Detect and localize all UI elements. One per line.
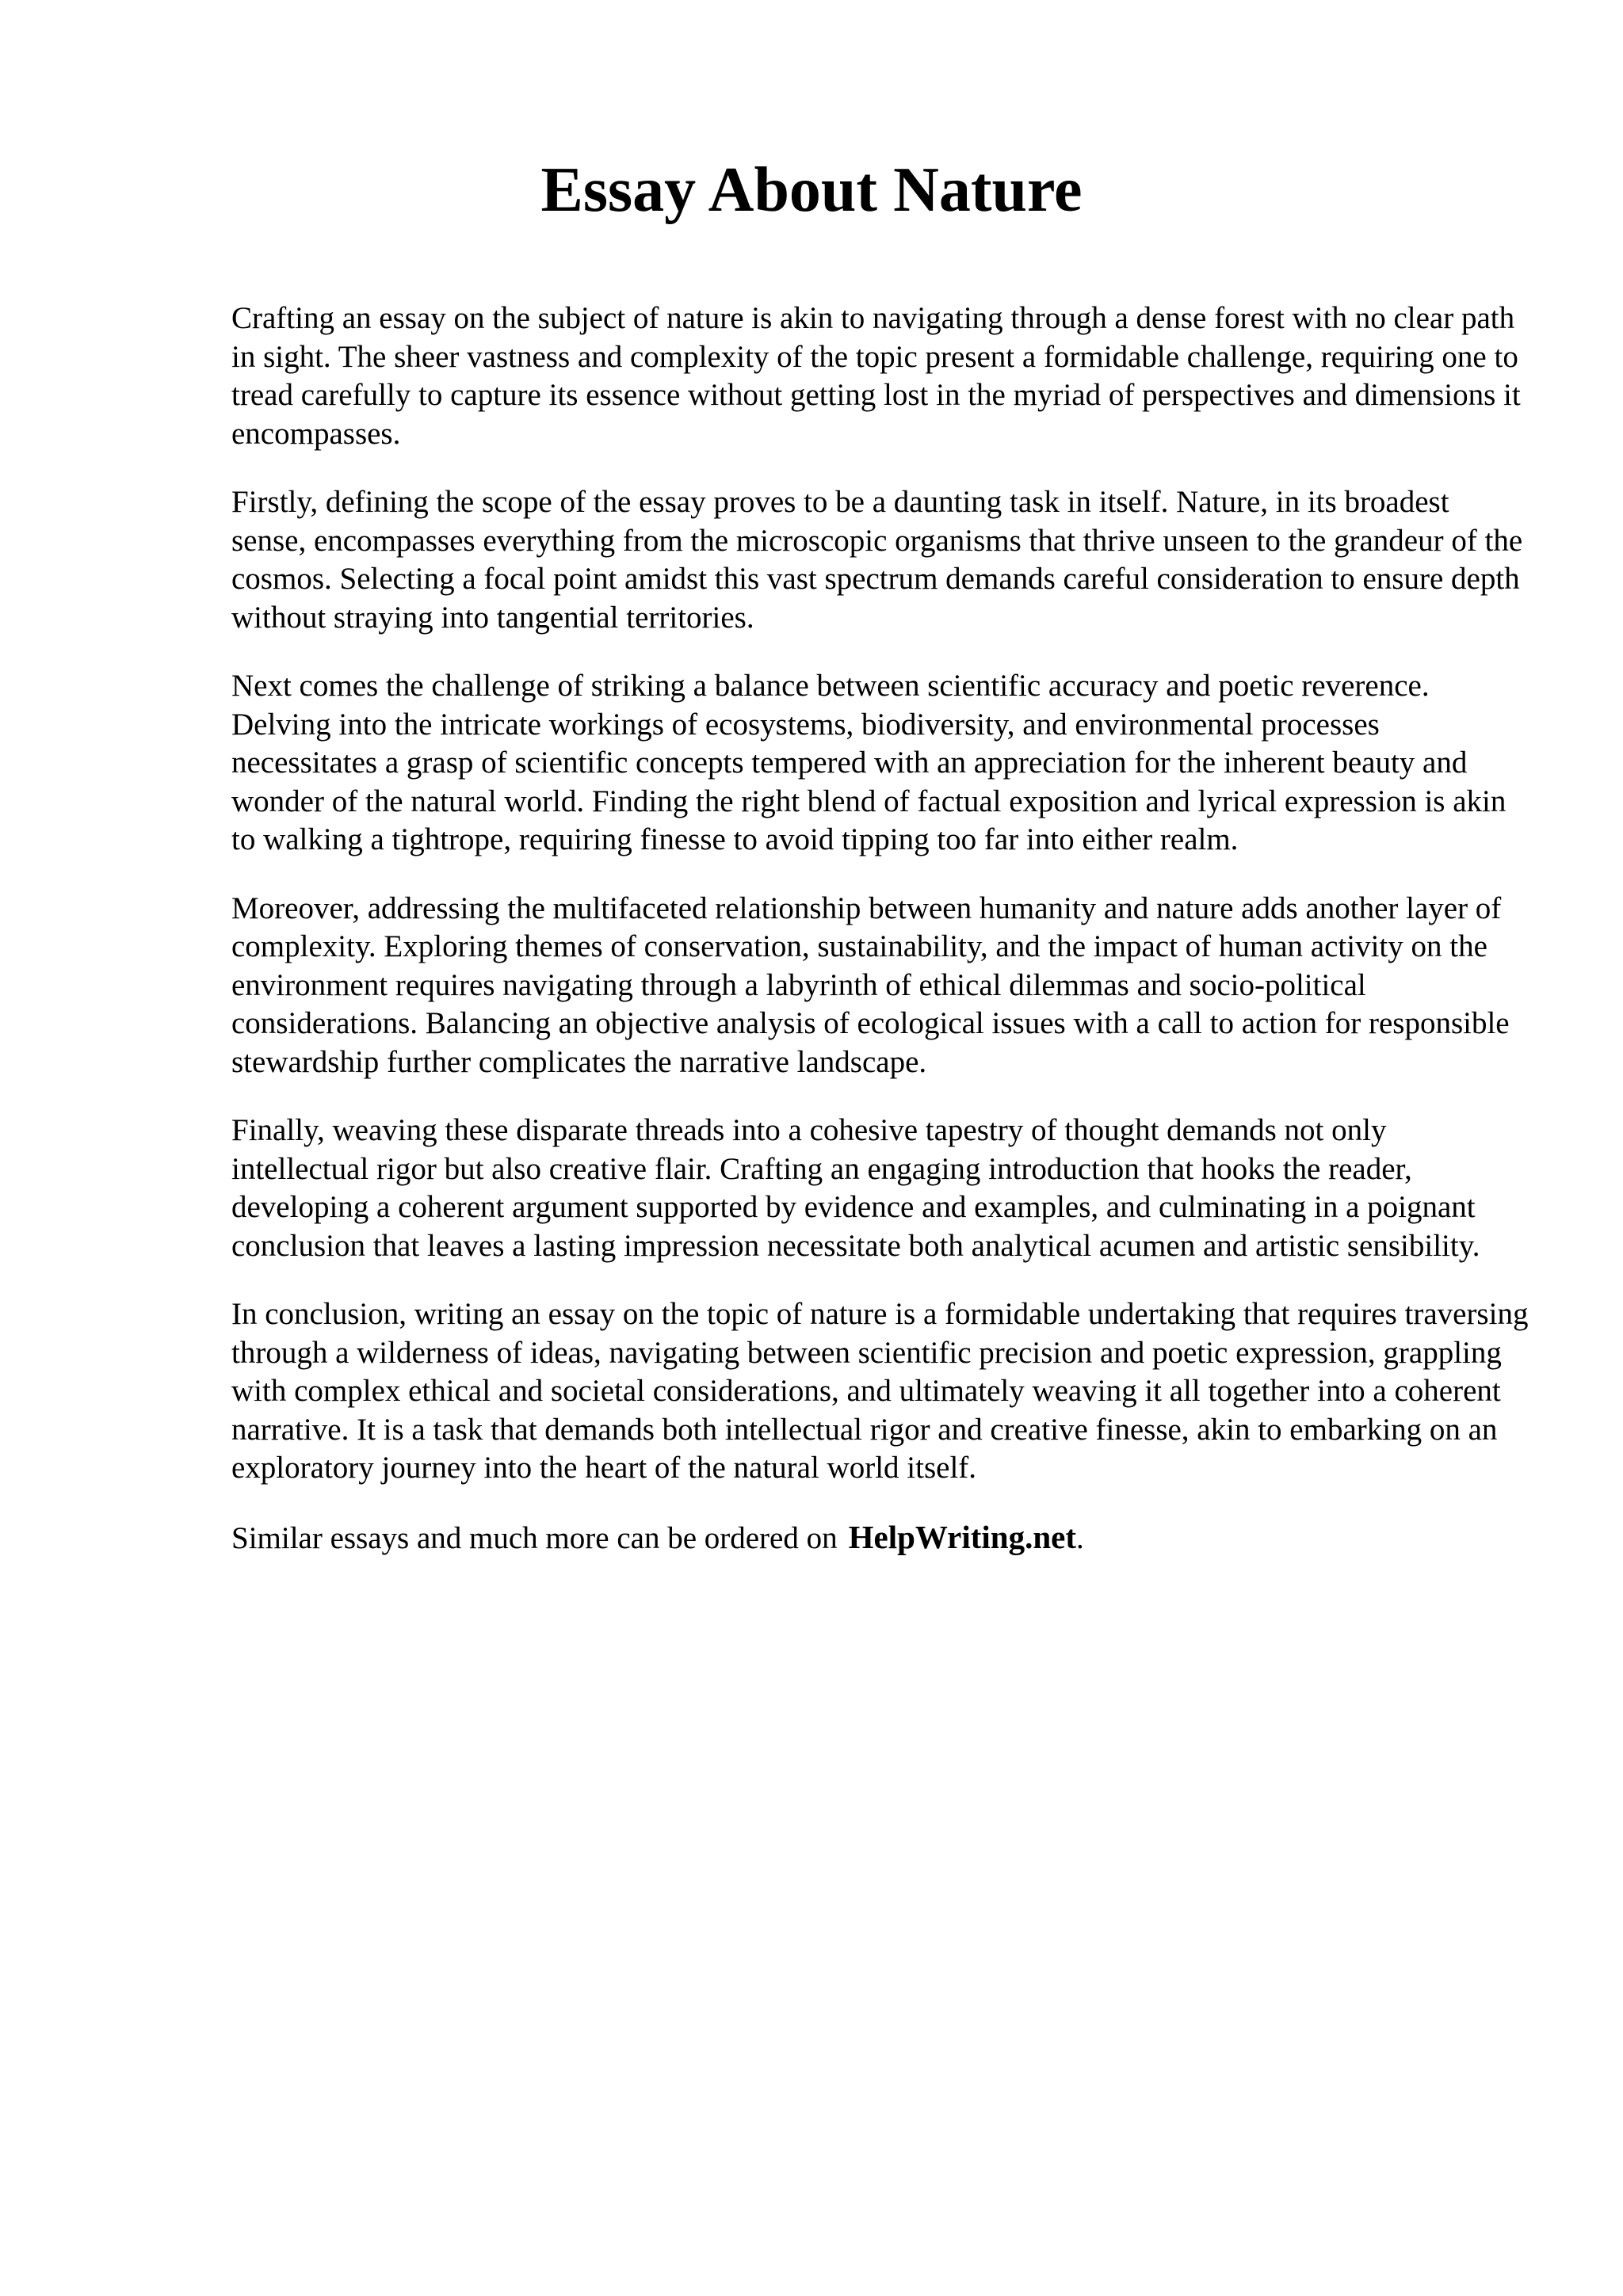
paragraph-1: Crafting an essay on the subject of nature is akin to navigating through a dense forest with no clear path in sight. The sheer vastness and complexity of the topic present a formidable challenge, requiring one to tread carefully to capture its essence without getting lost in the myriad of perspectives and dimensions it encompasses. [231, 301, 1521, 451]
helpwriting-link[interactable]: HelpWriting.net [848, 1518, 1076, 1555]
essay-body [231, 299, 1531, 1558]
paragraph-3: Next comes the challenge of striking a balance between scientific accuracy and poetic reverence. Delving into the intricate workings of ecosystems, biodiversity, and environmental processes necessitates a grasp of scientific concepts tempered with an appreciation for the inherent beauty and wonder of the natural world. Finding the right blend of factual exposition and lyrical expression is akin to walking a tightrope, requiring finesse to avoid tipping too far into either realm. [231, 669, 1507, 856]
footer-text: Similar essays and much more can be ordered on [231, 1520, 838, 1555]
paragraph-6: In conclusion, writing an essay on the topic of nature is a formidable undertaking that requires traversing through a wilderness of ideas, navigating between scientific precision and poetic expression, grappling with complex ethical and societal considerations, and ultimately weaving it all together into a coherent narrative. It is a task that demands both intellectual rigor and creative finesse, akin to embarking on an exploratory journey into the heart of the natural world itself. [231, 1297, 1529, 1485]
paragraph-2: Firstly, defining the scope of the essay proves to be a daunting task in itself. Nature, in its broadest sense, encompasses everything from the microscopic organisms that thrive unseen to the grandeur of the cosmos. Selecting a focal point amidst this vast spectrum demands careful consideration to ensure depth without straying into tangential territories. [231, 485, 1523, 635]
footer-line [231, 1518, 1531, 1558]
paragraph-4: Moreover, addressing the multifaceted relationship between humanity and nature adds another layer of complexity. Exploring themes of conservation, sustainability, and the impact of human activity on the environment requires navigating through a labyrinth of ethical dilemmas and socio-political considerations. Balancing an objective analysis of ecological issues with a call to action for responsible stewardship further complicates the narrative landscape. [231, 891, 1510, 1079]
document-title: Essay About Nature [540, 155, 1083, 225]
paragraph-5: Finally, weaving these disparate threads into a cohesive tapestry of thought demands not only intellectual rigor but also creative flair. Crafting an engaging introduction that hooks the reader, developing a coherent argument supported by evidence and examples, and culminating in a poignant conclusion that leaves a lasting impression necessitate both analytical acumen and artistic sensibility. [231, 1113, 1480, 1263]
footer-period: . [1076, 1520, 1084, 1555]
